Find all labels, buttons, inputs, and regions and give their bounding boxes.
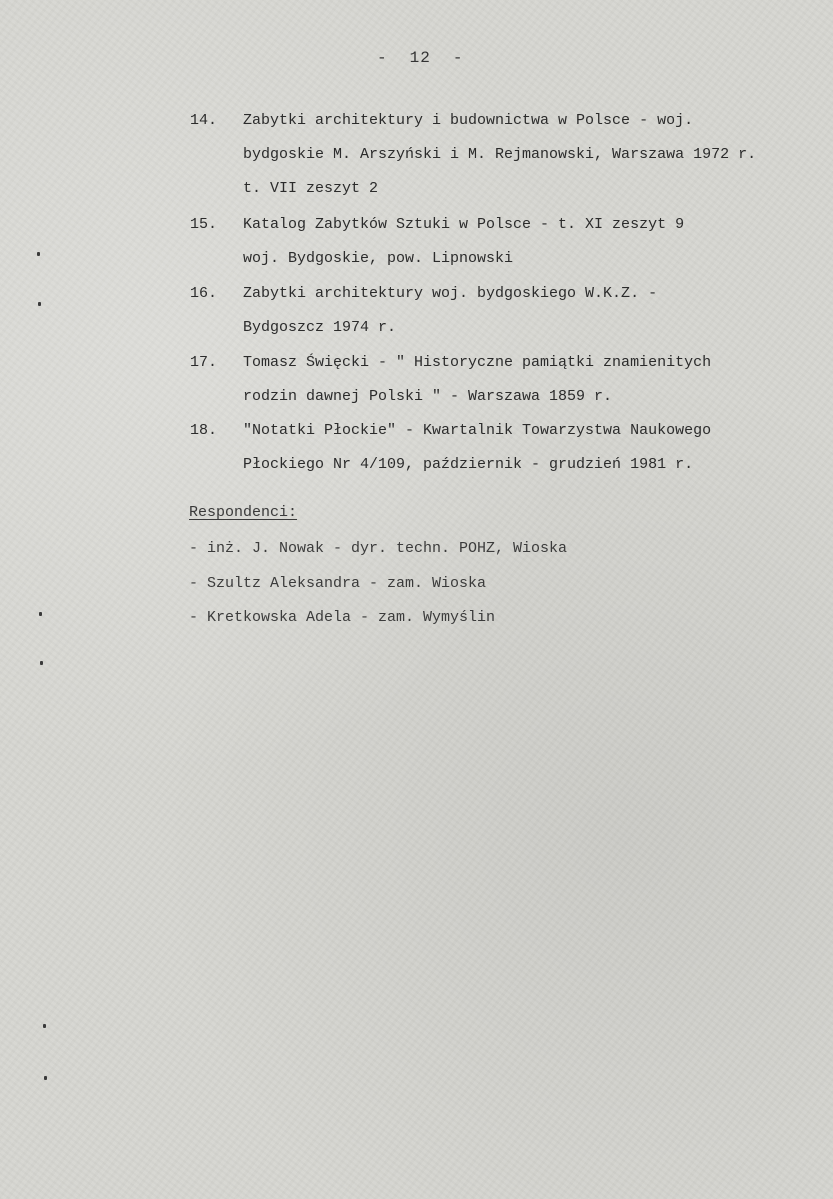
bibliography-entry-15 (190, 208, 820, 276)
entry-number: 18. (190, 422, 218, 439)
margin-speck (38, 302, 41, 306)
entry-line: Tomasz Święcki - " Historyczne pamiątki znamienitych (243, 354, 712, 371)
entry-line: bydgoskie M. Arszyński i M. Rejmanowski, Warszawa 1972 r. (243, 146, 757, 163)
entry-number: 14. (190, 112, 218, 129)
page-number-value: 12 (409, 49, 431, 67)
entry-line: t. VII zeszyt 2 (243, 180, 379, 197)
entry-number: 16. (190, 285, 218, 302)
bibliography-entry-16 (190, 277, 820, 345)
entry-line: Zabytki architektury i budownictwa w Polsce - woj. (243, 112, 694, 129)
margin-speck (40, 661, 43, 665)
respondent-item: - inż. J. Nowak - dyr. techn. POHZ, Wioska (189, 540, 568, 557)
bibliography-entry-18 (190, 414, 820, 482)
respondents-heading: Respondenci: (189, 504, 298, 521)
entry-line: Katalog Zabytków Sztuki w Polsce - t. XI zeszyt 9 (243, 216, 685, 233)
entry-line: woj. Bydgoskie, pow. Lipnowski (243, 250, 514, 267)
entry-line: "Notatki Płockie" - Kwartalnik Towarzystwa Naukowego (243, 422, 712, 439)
entry-number: 15. (190, 216, 218, 233)
bibliography-entry-17 (190, 346, 820, 414)
respondent-item: - Szultz Aleksandra - zam. Wioska (189, 575, 487, 592)
entry-number: 17. (190, 354, 218, 371)
margin-speck (37, 252, 40, 256)
entry-line: rodzin dawnej Polski " - Warszawa 1859 r. (243, 388, 613, 405)
margin-speck (43, 1024, 46, 1028)
entry-line: Zabytki architektury woj. bydgoskiego W.K.Z. - (243, 285, 658, 302)
bibliography-entry-14 (190, 104, 820, 206)
margin-speck (44, 1076, 47, 1080)
entry-line: Bydgoszcz 1974 r. (243, 319, 397, 336)
entry-line: Płockiego Nr 4/109, październik - grudzień 1981 r. (243, 456, 694, 473)
page-number: - 12 - (377, 49, 464, 67)
respondent-item: - Kretkowska Adela - zam. Wymyślin (189, 609, 496, 626)
margin-speck (39, 612, 42, 616)
